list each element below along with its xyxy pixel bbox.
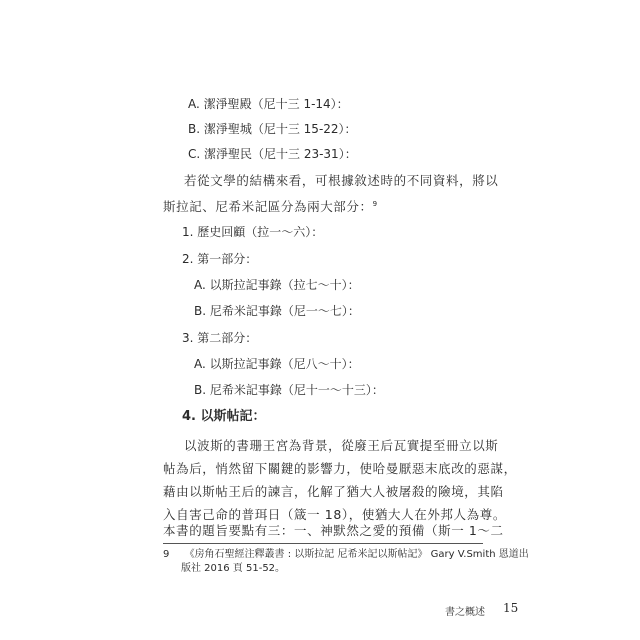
- footnote-divider: [163, 543, 483, 544]
- intro-paragraph-line-1: 若從文學的結構來看，可根據敘述時的不同資料，將以: [184, 173, 499, 188]
- esther-paragraph-line-5: 本書的題旨要點有三：一、神默然之愛的預備（斯一 1～二: [163, 523, 504, 538]
- intro-text: 斯拉記、尼希米記區分為兩大部分：: [163, 199, 373, 215]
- outline-subitem-nehemiah-record-2: B. 尼希米記事錄（尼十一～十三）：: [194, 383, 384, 397]
- esther-paragraph-line-1: 以波斯的書珊王宮為背景，從廢王后瓦實提至冊立以斯: [184, 438, 499, 453]
- section-heading-esther: 4. 以斯帖記：: [182, 409, 266, 424]
- outline-subitem-ezra-record-2: A. 以斯拉記事錄（尼八～十）：: [194, 357, 360, 371]
- outline-item-cleanse-city: B. 潔淨聖城（尼十三 15-22）：: [188, 122, 357, 136]
- footnote-text: 《房角石聖經注釋叢書 : 以斯拉記 尼希米記以斯帖記》 Gary V.Smith 恩道出: [184, 549, 529, 560]
- outline-item-cleanse-temple: A. 潔淨聖殿（尼十三 1-14）：: [188, 97, 349, 111]
- outline-item-part-one: 2. 第一部分：: [182, 252, 258, 266]
- esther-paragraph-line-4: 入自害己命的普珥日（箴一 18），使猶大人在外邦人為尊。: [163, 507, 506, 522]
- outline-item-history-review: 1. 歷史回顧（拉一～六）：: [182, 225, 324, 239]
- footnote-reference: 9: [372, 200, 378, 208]
- esther-paragraph-line-3: 藉由以斯帖王后的諫言，化解了猶大人被屠殺的險境，其陷: [163, 484, 504, 499]
- intro-paragraph-line-2: [163, 196, 378, 215]
- outline-subitem-nehemiah-record: B. 尼希米記事錄（尼一～七）：: [194, 304, 360, 318]
- footnote-line-2: 版社 2016 頁 51-52。: [181, 563, 286, 574]
- running-head: 書之概述: [445, 607, 485, 618]
- footnote-number: 9: [163, 549, 170, 560]
- esther-paragraph-line-2: 帖為后，悄然留下關鍵的影響力，使哈曼厭惡末底改的惡謀，: [163, 461, 517, 476]
- outline-item-cleanse-people: C. 潔淨聖民（尼十三 23-31）：: [188, 147, 357, 161]
- footnote-line-1: [163, 548, 529, 562]
- outline-subitem-ezra-record: A. 以斯拉記事錄（拉七～十）：: [194, 278, 360, 292]
- page-number: 15: [503, 601, 519, 615]
- outline-item-part-two: 3. 第二部分：: [182, 331, 258, 345]
